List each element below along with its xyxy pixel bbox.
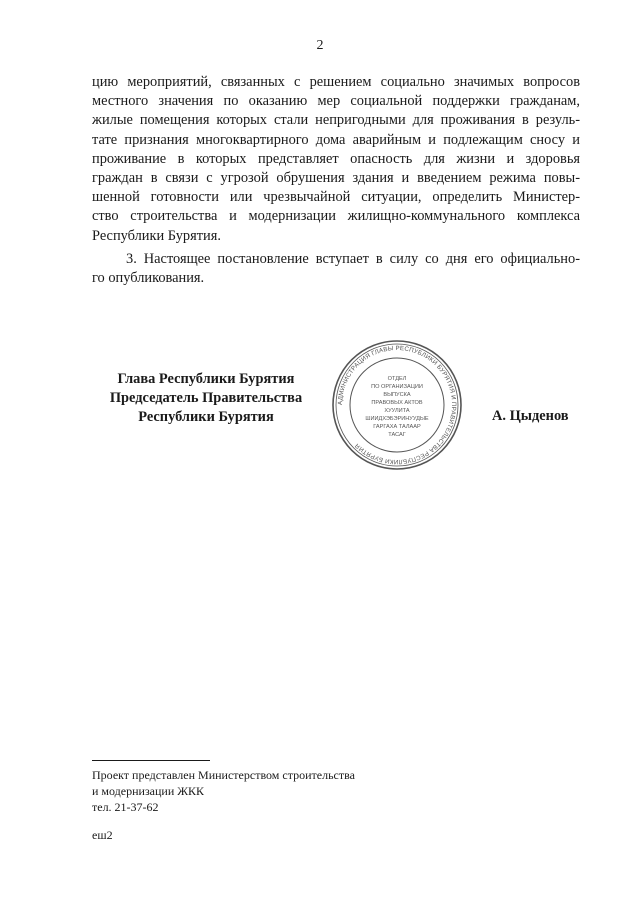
seal-text-line: ШИИДХЭБЭРИНУУДЫЕ xyxy=(365,416,429,422)
signatory-title xyxy=(86,370,326,427)
signatory-title-line: Председатель Правительства xyxy=(109,390,303,406)
text-line: го опубликования. xyxy=(92,270,205,287)
seal-ring-text: АДМИНИСТРАЦИЯ ГЛАВЫ РЕСПУБЛИКИ БУРЯТИЯ И ПРАВИТЕЛЬСТВА РЕСПУБЛИКИ БУРЯТИЯ xyxy=(336,344,458,466)
signatory-name: А. Цыденов xyxy=(492,408,569,424)
footnote-line: Проект представлен Министерством строительства xyxy=(92,768,355,782)
body-paragraph-2 xyxy=(92,250,580,288)
text-line: местного значения по оказанию мер социальной поддержки гражданам, xyxy=(92,93,580,110)
text-line: Республики Бурятия. xyxy=(92,227,221,244)
seal-text-line: ХУУЛИТА xyxy=(384,408,410,414)
text-line: жилые помещения которых стали непригодными для проживания в резуль- xyxy=(92,112,580,129)
seal-text-line: ПРАВОВЫХ АКТОВ xyxy=(371,400,423,406)
document-code: еш2 xyxy=(92,828,113,842)
text-line: 3. Настоящее постановление вступает в силу со дня его официально- xyxy=(126,251,580,267)
footnote-line: тел. 21-37-62 xyxy=(92,800,159,814)
text-line: шенной готовности или чрезвычайной ситуации, определить Министер- xyxy=(92,189,580,206)
text-line: проживание в которых представляет опасность для жизни и здоровья xyxy=(92,150,580,167)
text-line: граждан в связи с угрозой обрушения здания и введением режима повы- xyxy=(92,170,580,187)
seal-text-line: ПО ОРГАНИЗАЦИИ xyxy=(371,384,423,390)
seal-text-line: ГАРГАХА ТАЛААР xyxy=(373,424,421,430)
seal-text-line: ВЫПУСКА xyxy=(383,392,411,398)
page-number: 2 xyxy=(316,38,324,53)
body-paragraph-1 xyxy=(92,73,580,246)
signatory-title-line: Глава Республики Бурятия xyxy=(117,371,295,387)
text-line: цию мероприятий, связанных с решением социально значимых вопросов xyxy=(92,74,580,90)
footnote xyxy=(92,767,355,815)
official-seal-stamp xyxy=(330,338,464,472)
text-line: ство строительства и модернизации жилищно-коммунального комплекса xyxy=(92,208,580,225)
footnote-line: и модернизации ЖКК xyxy=(92,784,205,798)
seal-text-line: ОТДЕЛ xyxy=(387,376,407,382)
footnote-divider xyxy=(92,760,210,761)
signatory-title-line: Республики Бурятия xyxy=(138,409,274,425)
seal-text-line: ТАСАГ xyxy=(388,432,406,438)
text-line: тате признания многоквартирного дома аварийным и подлежащим сносу и xyxy=(92,131,580,148)
